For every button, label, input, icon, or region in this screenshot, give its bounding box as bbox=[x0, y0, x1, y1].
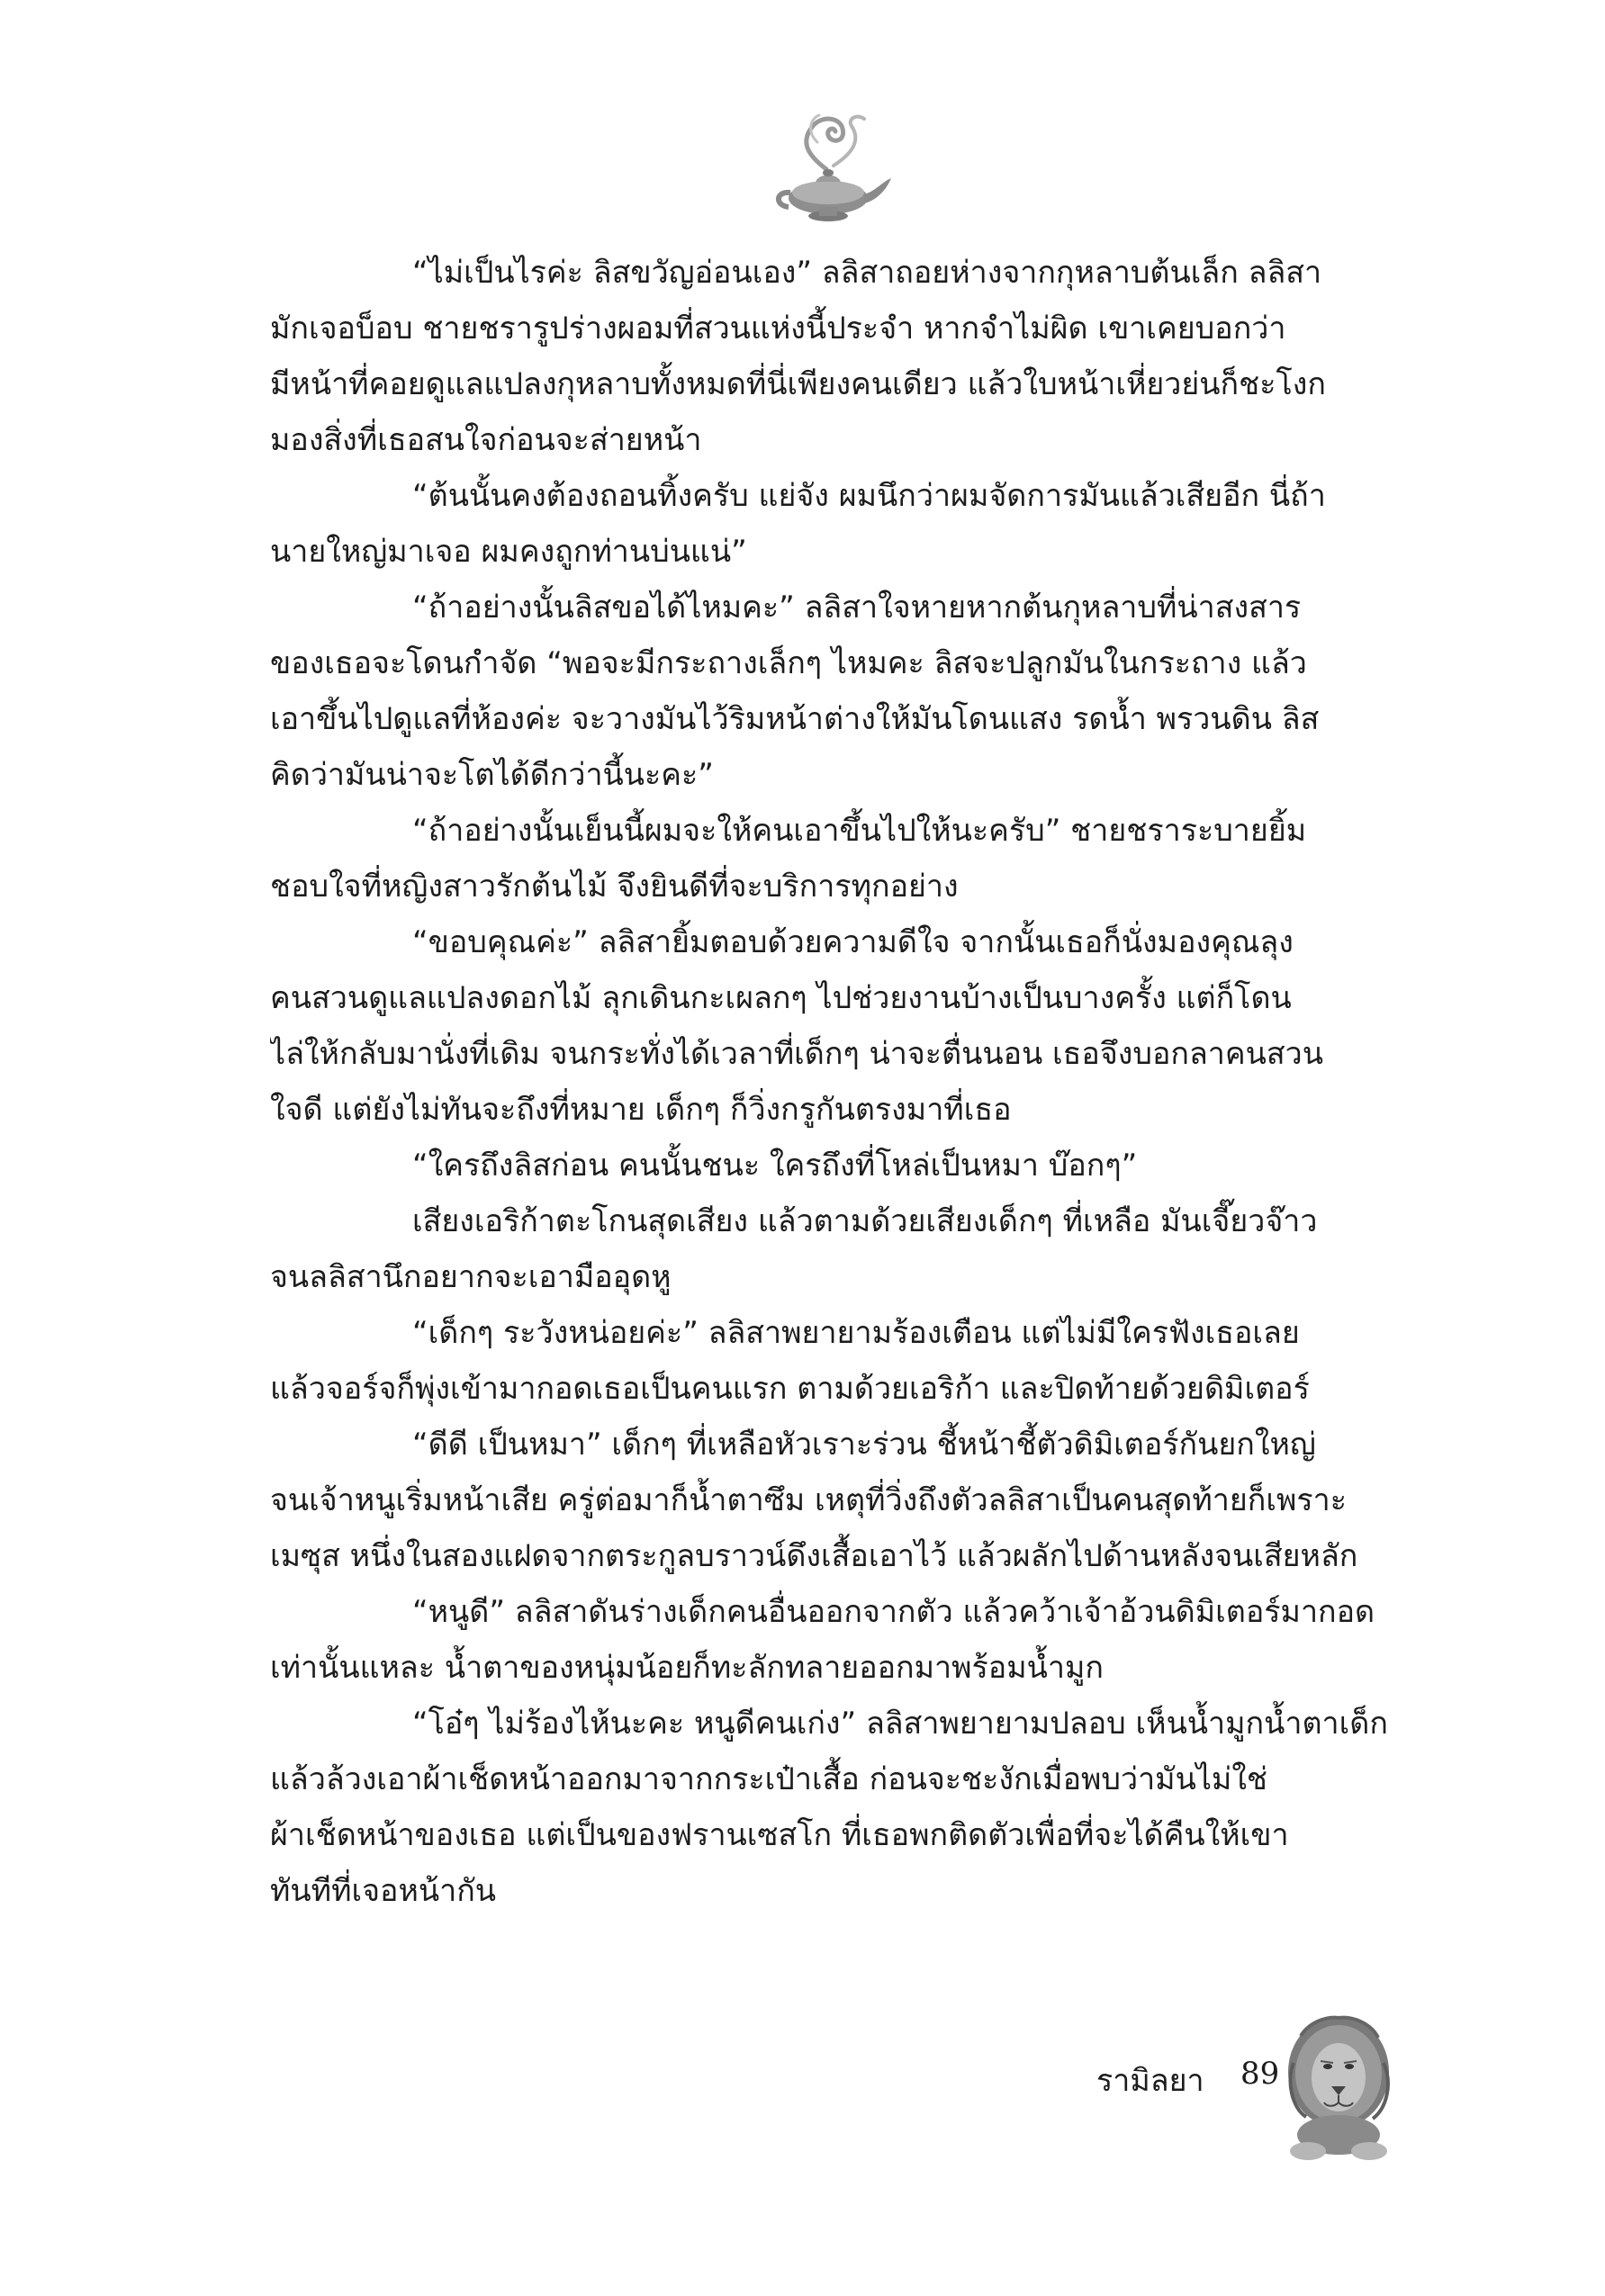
text-line: เอาขึ้นไปดูแลที่ห้องค่ะ จะวางมันไว้ริมหน้าต่างให้มันโดนแสง รดน้ำ พรวนดิน ลิส bbox=[270, 701, 1320, 737]
text-line: มีหน้าที่คอยดูแลแปลงกุหลาบทั้งหมดที่นี่เพียงคนเดียว แล้วใบหน้าเหี่ยวย่นก็ชะโงก bbox=[270, 366, 1326, 402]
text-line: “เด็กๆ ระวังหน่อยค่ะ” ลลิสาพยายามร้องเตือน แต่ไม่มีใครฟังเธอเลย bbox=[412, 1315, 1300, 1351]
text-line: แล้วจอร์จก็พุ่งเข้ามากอดเธอเป็นคนแรก ตามด้วยเอริก้า และปิดท้ายด้วยดิมิเตอร์ bbox=[270, 1371, 1310, 1407]
text-line: คนสวนดูแลแปลงดอกไม้ ลุกเดินกะเผลกๆ ไปช่วยงานบ้างเป็นบางครั้ง แต่ก็โดน bbox=[270, 980, 1292, 1016]
lion-head-icon bbox=[1283, 2009, 1400, 2162]
text-line: เสียงเอริก้าตะโกนสุดเสียง แล้วตามด้วยเสียงเด็กๆ ที่เหลือ มันเจี๊ยวจ๊าว bbox=[412, 1203, 1318, 1239]
text-line: ผ้าเช็ดหน้าของเธอ แต่เป็นของฟรานเซสโก ที่เธอพกติดตัวเพื่อที่จะได้คืนให้เขา bbox=[270, 1817, 1289, 1853]
text-line: ของเธอจะโดนกำจัด “พอจะมีกระถางเล็กๆ ไหมคะ ลิสจะปลูกมันในกระถาง แล้ว bbox=[270, 645, 1307, 681]
page-number: 89 bbox=[1240, 2056, 1280, 2092]
text-line: “โอ๋ๆ ไม่ร้องไห้นะคะ หนูดีคนเก่ง” ลลิสาพยายามปลอบ เห็นน้ำมูกน้ำตาเด็ก bbox=[412, 1706, 1388, 1742]
text-line: “ใครถึงลิสก่อน คนนั้นชนะ ใครถึงที่โหล่เป็นหมา บ๊อกๆ” bbox=[412, 1148, 1138, 1184]
magic-lamp-icon bbox=[763, 106, 898, 232]
text-line: “ขอบคุณค่ะ” ลลิสายิ้มตอบด้วยความดีใจ จากนั้นเธอก็นั่งมองคุณลุง bbox=[412, 924, 1294, 960]
text-line: เมซุส หนึ่งในสองแฝดจากตระกูลบราวน์ดึงเสื้อเอาไว้ แล้วผลักไปด้านหลังจนเสียหลัก bbox=[270, 1538, 1358, 1574]
text-line: นายใหญ่มาเจอ ผมคงถูกท่านบ่นแน่” bbox=[270, 534, 747, 570]
text-line: จนลลิสานึกอยากจะเอามืออุดหู bbox=[270, 1259, 672, 1295]
book-title: รามิลยา bbox=[1096, 2063, 1204, 2099]
text-line: “หนูดี” ลลิสาดันร่างเด็กคนอื่นออกจากตัว แล้วคว้าเจ้าอ้วนดิมิเตอร์มากอด bbox=[412, 1594, 1375, 1630]
text-line: “ดีดี เป็นหมา” เด็กๆ ที่เหลือหัวเราะร่วน ชี้หน้าชี้ตัวดิมิเตอร์กันยกใหญ่ bbox=[412, 1427, 1316, 1463]
text-line: ทันทีที่เจอหน้ากัน bbox=[270, 1873, 497, 1909]
text-line: “ไม่เป็นไรค่ะ ลิสขวัญอ่อนเอง” ลลิสาถอยห่างจากกุหลาบต้นเล็ก ลลิสา bbox=[412, 255, 1322, 291]
text-line: ใจดี แต่ยังไม่ทันจะถึงที่หมาย เด็กๆ ก็วิ่งกรูกันตรงมาที่เธอ bbox=[270, 1092, 1012, 1128]
text-line: “ต้นนั้นคงต้องถอนทิ้งครับ แย่จัง ผมนึกว่าผมจัดการมันแล้วเสียอีก นี่ถ้า bbox=[412, 478, 1326, 514]
text-line: “ถ้าอย่างนั้นลิสขอได้ไหมคะ” ลลิสาใจหายหากต้นกุหลาบที่น่าสงสาร bbox=[412, 590, 1302, 626]
text-line: มักเจอบ็อบ ชายชรารูปร่างผอมที่สวนแห่งนี้ประจำ หากจำไม่ผิด เขาเคยบอกว่า bbox=[270, 311, 1286, 347]
text-line: คิดว่ามันน่าจะโตได้ดีกว่านี้นะคะ” bbox=[270, 757, 714, 793]
text-line: “ถ้าอย่างนั้นเย็นนี้ผมจะให้คนเอาขึ้นไปให้นะครับ” ชายชราระบายยิ้ม bbox=[412, 813, 1307, 849]
text-line: มองสิ่งที่เธอสนใจก่อนจะส่ายหน้า bbox=[270, 422, 702, 458]
text-line: จนเจ้าหนูเริ่มหน้าเสีย ครู่ต่อมาก็น้ำตาซึม เหตุที่วิ่งถึงตัวลลิสาเป็นคนสุดท้ายก็เพราะ bbox=[270, 1482, 1348, 1518]
text-line: เท่านั้นแหละ น้ำตาของหนุ่มน้อยก็ทะลักทลายออกมาพร้อมน้ำมูก bbox=[270, 1650, 1104, 1686]
body-text bbox=[270, 245, 1409, 1919]
text-line: ไล่ให้กลับมานั่งที่เดิม จนกระทั่งได้เวลาที่เด็กๆ น่าจะตื่นนอน เธอจึงบอกลาคนสวน bbox=[270, 1036, 1323, 1072]
text-line: ชอบใจที่หญิงสาวรักต้นไม้ จึงยินดีที่จะบริการทุกอย่าง bbox=[270, 869, 959, 905]
text-line: แล้วล้วงเอาผ้าเช็ดหน้าออกมาจากกระเป๋าเสื้อ ก่อนจะชะงักเมื่อพบว่ามันไม่ใช่ bbox=[270, 1761, 1268, 1797]
